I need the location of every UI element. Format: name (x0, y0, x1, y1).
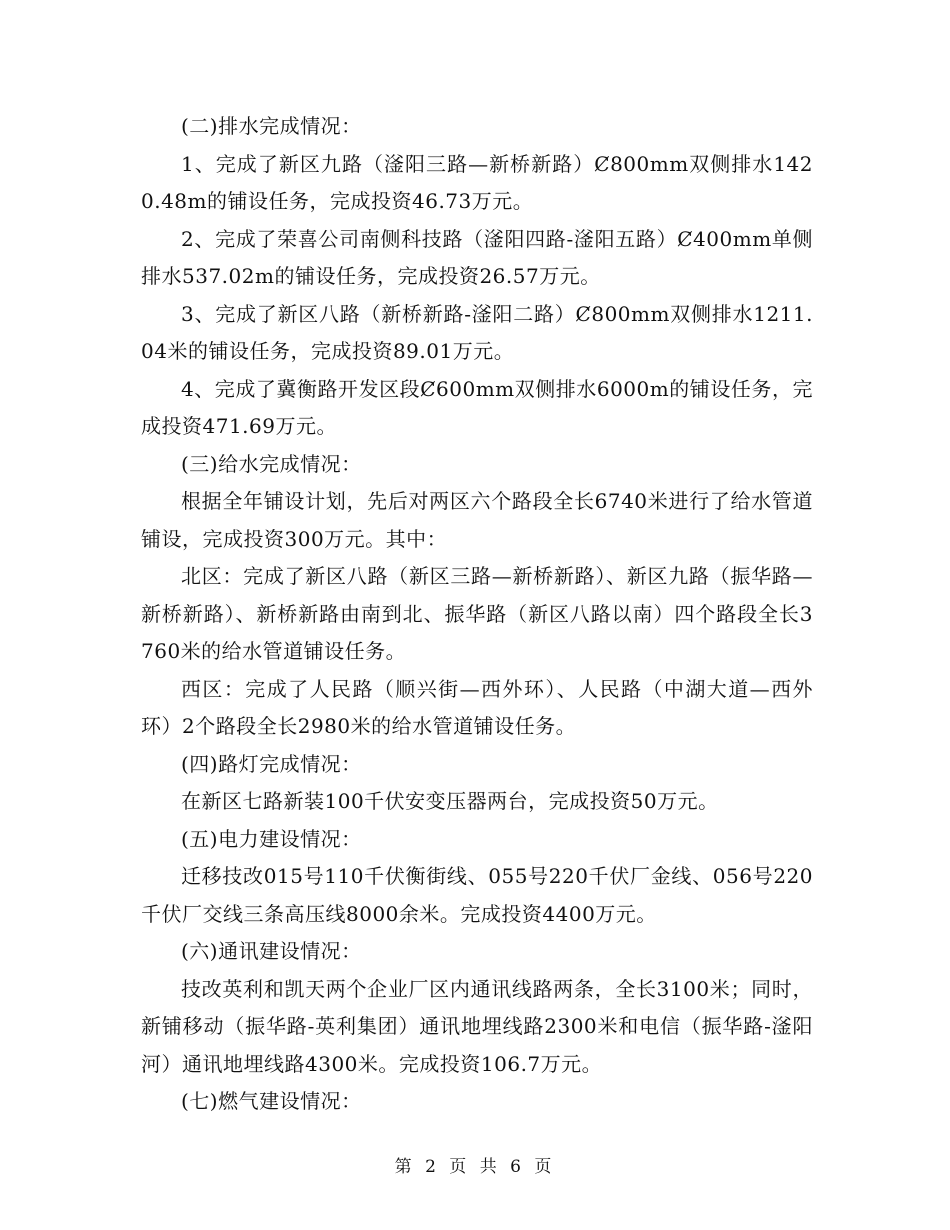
document-body (141, 108, 813, 1121)
section-heading-street-lights: (四)路灯完成情况： (181, 751, 362, 776)
page-number-footer: 第 2 页 共 6 页 (394, 1157, 556, 1177)
paragraph-drainage-3: 3、完成了新区八路（新桥新路-滏阳二路）Ȼ800mm双侧排水1211.04米的铺设任务，完成投资89.01万元。 (141, 301, 813, 363)
paragraph-drainage-2: 2、完成了荣喜公司南侧科技路（滏阳四路-滏阳五路）Ȼ400mm单侧排水537.02m的铺设任务，完成投资26.57万元。 (141, 226, 813, 288)
section-heading-water-supply: (三)给水完成情况： (181, 451, 362, 476)
paragraph-telecom: 技改英利和凯天两个企业厂区内通讯线路两条，全长3100米；同时，新铺移动（振华路-英利集团）通讯地埋线路2300米和电信（振华路-滏阳河）通讯地埋线路4300米。完成投资106.7万元。 (141, 976, 813, 1076)
section-heading-power: (五)电力建设情况： (181, 826, 362, 851)
paragraph-water-supply-west: 西区：完成了人民路（顺兴街—西外环）、人民路（中湖大道—西外环）2个路段全长2980米的给水管道铺设任务。 (141, 676, 813, 738)
paragraph-drainage-4: 4、完成了冀衡路开发区段Ȼ600mm双侧排水6000m的铺设任务，完成投资471.69万元。 (141, 376, 813, 438)
paragraph-power: 迁移技改015号110千伏衡街线、055号220千伏厂金线、056号220千伏厂交线三条高压线8000余米。完成投资4400万元。 (141, 864, 813, 926)
paragraph-water-supply-plan: 根据全年铺设计划，先后对两区六个路段全长6740米进行了给水管道铺设，完成投资300万元。其中： (141, 489, 813, 551)
paragraph-water-supply-north: 北区：完成了新区八路（新区三路—新桥新路）、新区九路（振华路—新桥新路）、新桥新路由南到北、振华路（新区八路以南）四个路段全长3760米的给水管道铺设任务。 (141, 564, 813, 663)
section-heading-telecom: (六)通讯建设情况： (181, 939, 362, 963)
paragraph-drainage-1: 1、完成了新区九路（滏阳三路—新桥新路）Ȼ800mm双侧排水1420.48m的铺设任务，完成投资46.73万元。 (141, 151, 813, 213)
paragraph-street-lights: 在新区七路新装100千伏安变压器两台，完成投资50万元。 (181, 789, 719, 813)
section-heading-drainage: (二)排水完成情况： (181, 114, 362, 138)
section-heading-gas: (七)燃气建设情况： (181, 1089, 362, 1113)
